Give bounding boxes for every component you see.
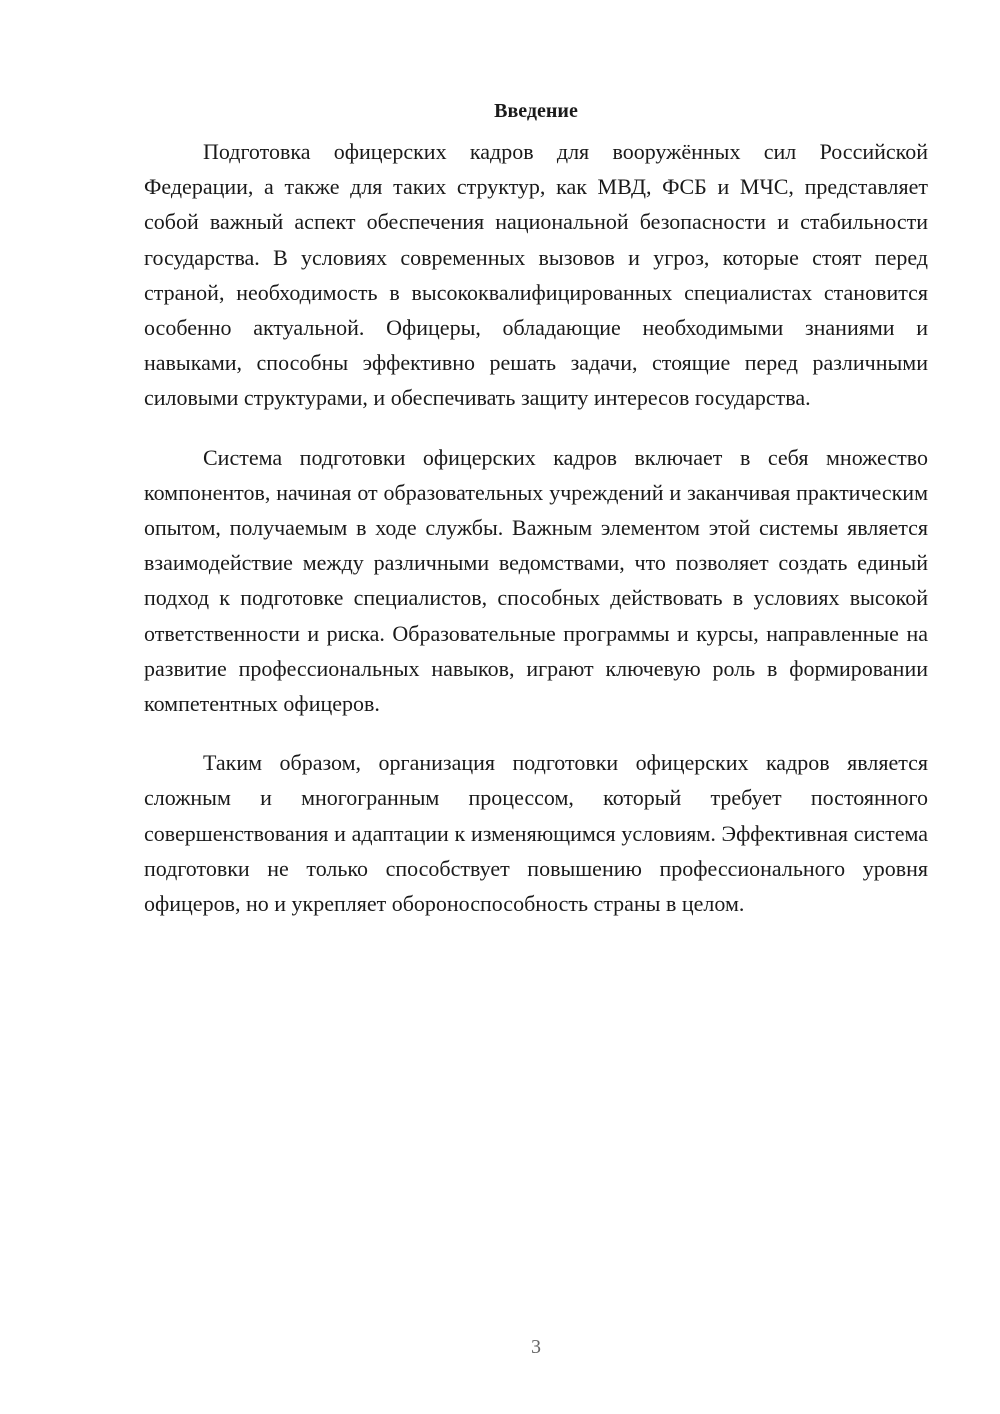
page-number: 3 bbox=[531, 1336, 541, 1358]
section-title: Введение bbox=[494, 100, 578, 122]
paragraph-1: Подготовка офицерских кадров для вооружённых сил Российской Федерации, а также для таких структур, как МВД, ФСБ и МЧС, представляет собой важный аспект обеспечения национальной безопасности и стабильности государства. В условиях современных вызовов и угроз, которые стоят перед страной, необходимость в высококвалифицированных специалистах становится особенно актуальной. Офицеры, обладающие необходимыми знаниями и навыками, способны эффективно решать задачи, стоящие перед различными силовыми структурами, и обеспечивать защиту интересов государства. bbox=[144, 139, 928, 411]
paragraph-2: Система подготовки офицерских кадров включает в себя множество компонентов, начиная от образовательных учреждений и заканчивая практическим опытом, получаемым в ходе службы. Важным элементом этой системы является взаимодействие между различными ведомствами, что позволяет создать единый подход к подготовке специалистов, способных действовать в условиях высокой ответственности и риска. Образовательные программы и курсы, направленные на развитие профессиональных навыков, играют ключевую роль в формировании компетентных офицеров. bbox=[144, 444, 928, 717]
page-content bbox=[144, 98, 928, 921]
paragraph-3: Таким образом, организация подготовки офицерских кадров является сложным и многогранным процессом, который требует постоянного совершенствования и адаптации к изменяющимся условиям. Эффективная система подготовки не только способствует повышению профессионального уровня офицеров, но и укрепляет обороноспособность страны в целом. bbox=[144, 750, 928, 917]
